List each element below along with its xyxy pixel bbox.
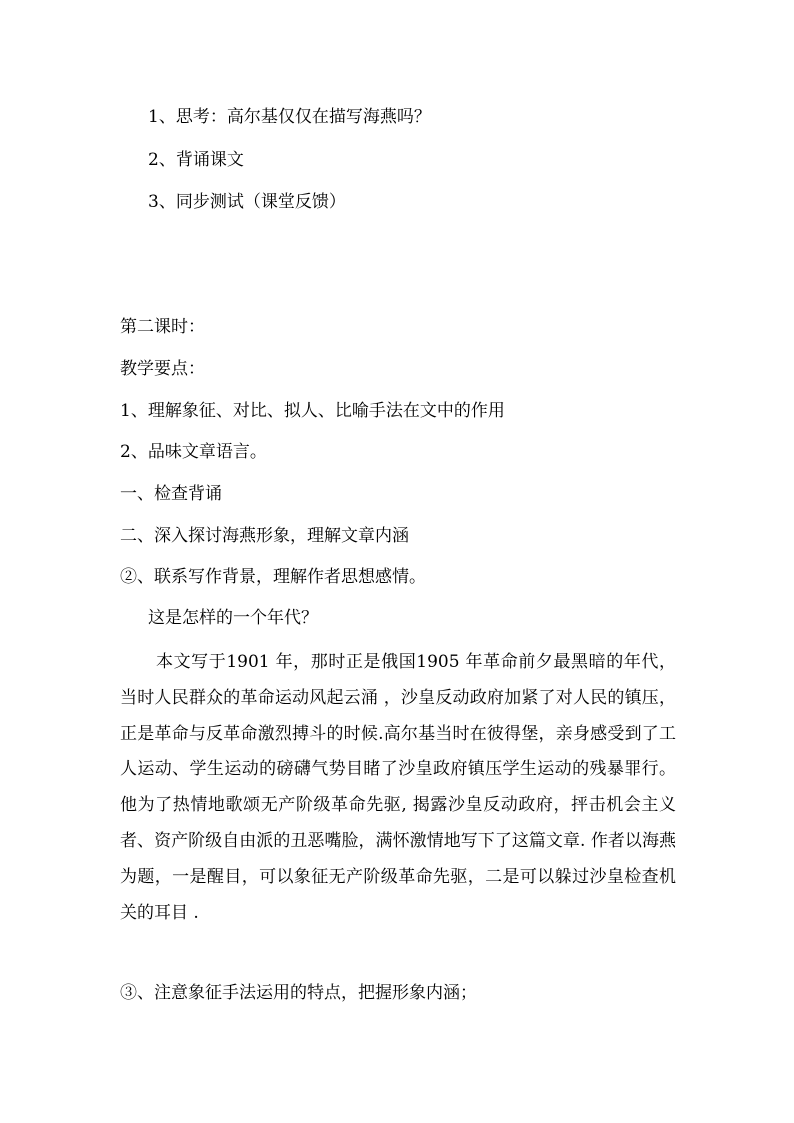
list-item-3: 3、同步测试（课堂反馈） [148,192,346,212]
point-1: 1、理解象征、对比、拟人、比喻手法在文中的作用 [120,401,505,421]
step-1: 一、检查背诵 [120,484,222,504]
list-item-1: 1、思考：高尔基仅仅在描写海燕吗？ [148,107,431,127]
lesson-heading: 第二课时： [120,317,205,337]
background-paragraph: 本文写于1901 年，那时正是俄国1905 年革命前夕最黑暗的年代，当时人民群众的革命运动风起云涌 ，沙皇反动政府加紧了对人民的镇压，正是革命与反革命激烈搏斗的时候.高尔基当时在彼得堡，亲身感受到了工人运动、学生运动的磅礴气势目睹了沙皇政府镇压学生运动的残暴罪行。他为了热情地歌颂无产阶级革命先驱, 揭露沙皇反动政府，抨击机会主义者、资产阶级自由派的丑恶嘴脸，满怀激情地写下了这篇文章. 作者以海燕为题，一是醒目，可以象征无产阶级革命先驱，二是可以躲过沙皇检查机关的耳目 . [120,652,676,923]
sub-step-2: ②、联系写作背景，理解作者思想感情。 [120,567,426,587]
question: 这是怎样的一个年代？ [148,608,318,628]
sub-step-3: ③、注意象征手法运用的特点，把握形象内涵； [120,983,477,1003]
points-title: 教学要点： [120,359,205,379]
step-2: 二、深入探讨海燕形象，理解文章内涵 [120,526,409,546]
point-2: 2、品味文章语言。 [120,442,267,462]
list-item-2: 2、背诵课文 [148,150,244,170]
